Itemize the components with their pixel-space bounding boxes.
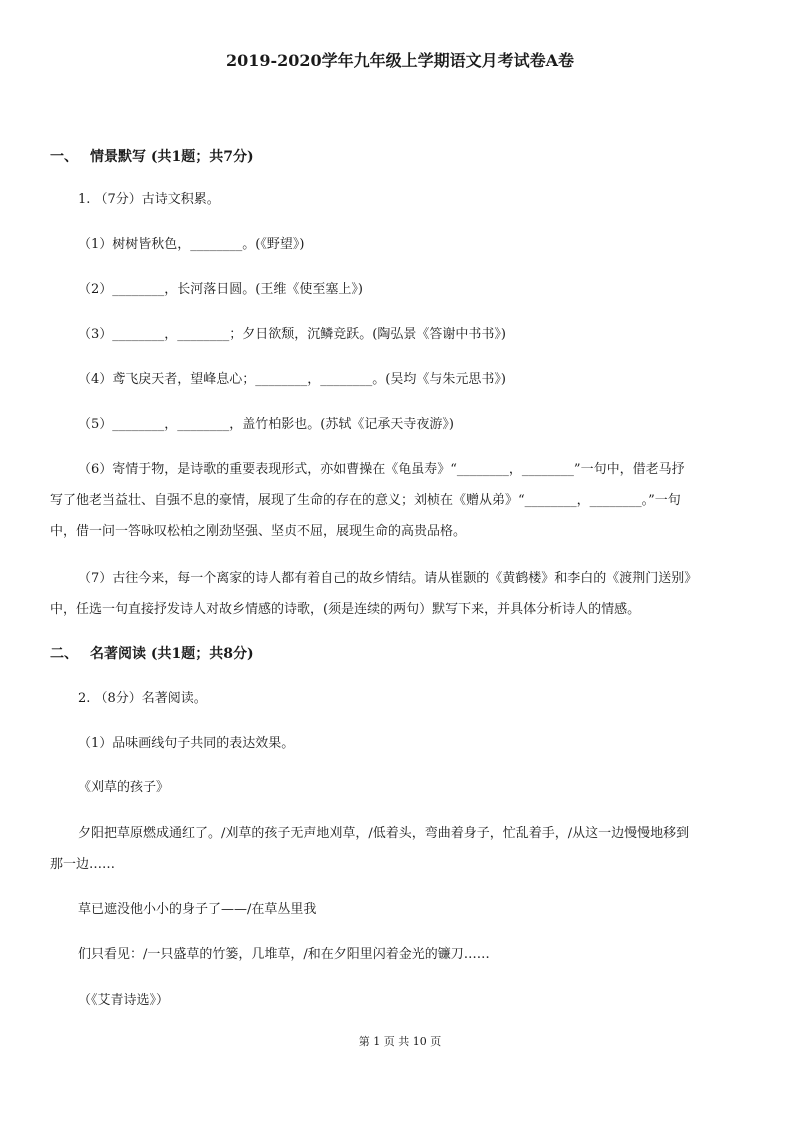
paragraph-line: 中，任选一句直接抒发诗人对故乡情感的诗歌，(须是连续的两句）默写下来，并具体分析诗人的情感。 — [50, 602, 641, 617]
section-heading-2 — [50, 643, 254, 665]
paragraph-line: （6）寄情于物，是诗歌的重要表现形式，亦如曹操在《龟虽寿》“________，________”一句中，借老马抒 — [78, 462, 685, 477]
poem-title: 《刈草的孩子》 — [78, 780, 170, 795]
poem-line: 夕阳把草原燃成通红了。/刈草的孩子无声地刈草，/低着头，弯曲着身子，忙乱着手，/从这一边慢慢地移到 — [78, 826, 690, 841]
section-title: 名著阅读 (共1题；共8分) — [90, 646, 254, 662]
fill-blank-item: （3）________，________；夕日欲颓，沉鳞竞跃。(陶弘景《答谢中书书》) — [78, 327, 506, 342]
poem-line: 们只看见：/一只盛草的竹篓，几堆草，/和在夕阳里闪着金光的镰刀…… — [78, 947, 490, 962]
fill-blank-item: （2）________，长河落日圆。(王维《使至塞上》) — [78, 282, 363, 297]
paragraph-line: 中，借一问一答咏叹松柏之刚劲坚强、坚贞不屈，展现生命的高贵品格。 — [50, 524, 467, 539]
section-number: 二、 — [50, 646, 78, 662]
paragraph-line: （7）古往今来，每一个离家的诗人都有着自己的故乡情结。请从崔颢的《黄鹤楼》和李白的《渡荆门送别》 — [78, 571, 698, 586]
fill-blank-item: （1）树树皆秋色，________。(《野望》) — [78, 237, 305, 252]
poem-line: 草已遮没他小小的身子了——/在草丛里我 — [78, 902, 317, 917]
fill-blank-item: （5）________，________，盖竹柏影也。(苏轼《记承天寺夜游》) — [78, 417, 454, 432]
poem-line: 那一边…… — [50, 857, 116, 872]
paragraph-line: 写了他老当益壮、自强不息的豪情，展现了生命的存在的意义；刘桢在《赠从弟》“________，________。”一句 — [50, 493, 681, 508]
question-stem: 1. （7分）古诗文积累。 — [78, 192, 220, 207]
section-heading-1 — [50, 146, 254, 168]
fill-blank-item: （4）鸢飞戾天者，望峰息心；________，________。(吴均《与朱元思书》) — [78, 372, 506, 387]
question-stem: 2. （8分）名著阅读。 — [78, 691, 207, 706]
section-title: 情景默写 (共1题；共7分) — [90, 149, 254, 165]
sub-question: （1）品味画线句子共同的表达效果。 — [78, 736, 295, 751]
page-footer: 第 1 页 共 10 页 — [358, 1035, 442, 1048]
poem-source: （《艾青诗选》） — [78, 993, 170, 1008]
page-title: 2019-2020学年九年级上学期语文月考试卷A卷 — [225, 51, 575, 70]
section-number: 一、 — [50, 149, 78, 165]
